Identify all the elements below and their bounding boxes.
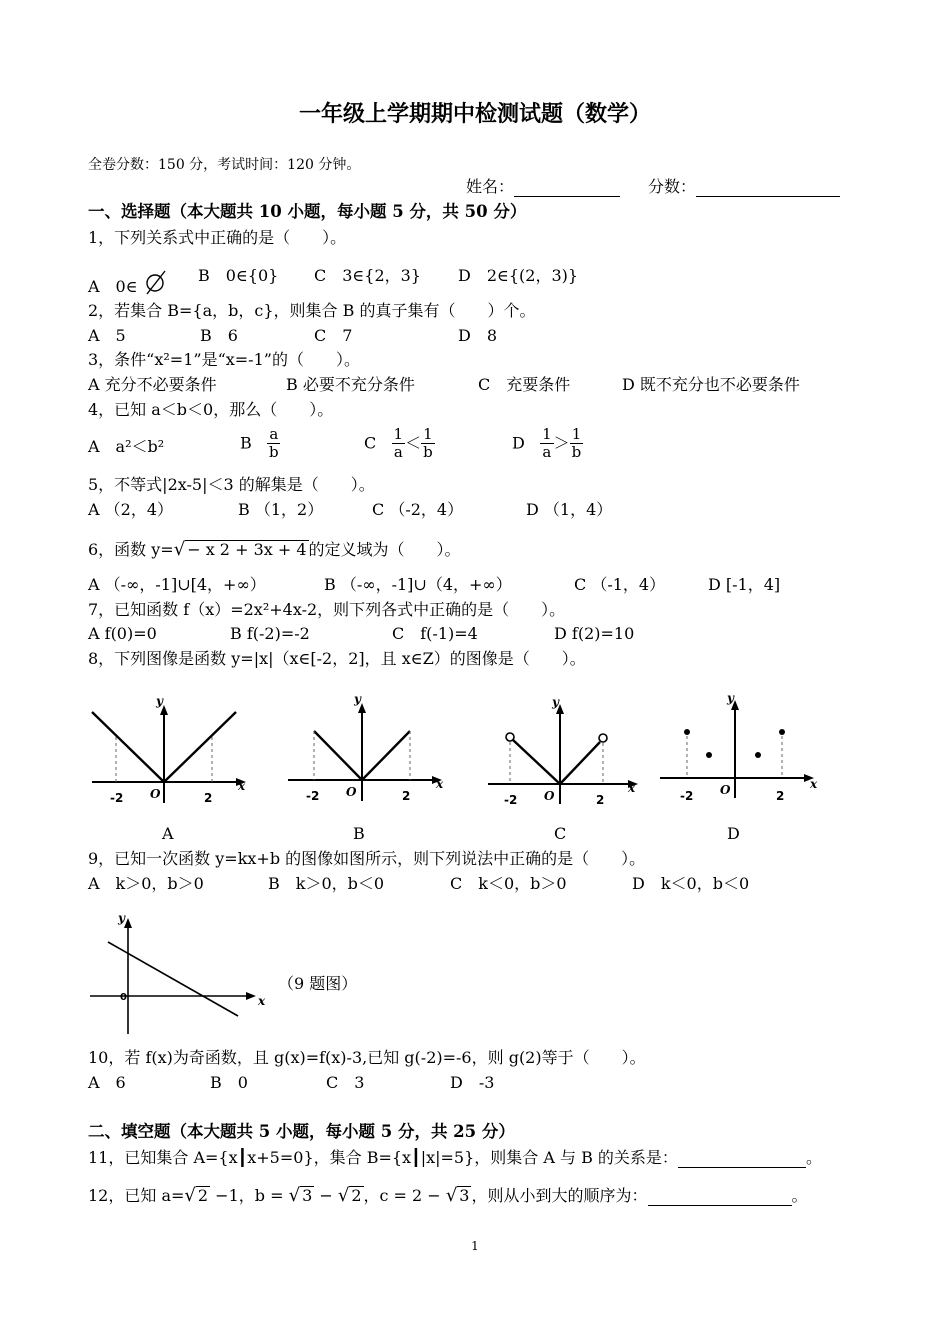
exam-info: 全卷分数：150 分，考试时间：120 分钟。 (88, 157, 361, 173)
open-endpoint (599, 734, 607, 742)
q2-option-c: C 7 (314, 326, 353, 345)
frac-den: b (571, 443, 582, 461)
frac-num: a (269, 425, 279, 443)
q6-option-d: D [-1，4] (708, 575, 781, 594)
origin-label: O (720, 783, 731, 797)
q8-label-b: B (353, 824, 365, 843)
empty-set-icon (143, 270, 169, 296)
name-label: 姓名： (466, 177, 515, 196)
q10-option-d: D -3 (450, 1073, 495, 1092)
radicand: 3 (459, 1186, 470, 1205)
right-branch (560, 742, 600, 784)
axis-label-y: y (727, 691, 734, 705)
origin-label: O (346, 785, 357, 799)
q2-option-d: D 8 (458, 326, 498, 345)
axis-label-x: x (810, 777, 818, 791)
right-branch (362, 731, 410, 780)
sqrt-expression (338, 1186, 364, 1206)
q2-stem: 2，若集合 B={a，b，c}，则集合 B 的真子集有（ ）个。 (88, 301, 536, 320)
q7-option-d: D f(2)=10 (554, 624, 635, 643)
q12-b-mid: − (314, 1186, 338, 1205)
q4-d-frac-right (570, 426, 584, 461)
q4-option-d-letter: D (512, 433, 525, 453)
sqrt-expression (184, 1186, 210, 1206)
q4-option-b-letter: B (240, 433, 252, 453)
q1-stem: 1，下列关系式中正确的是（ ）。 (88, 228, 347, 247)
sqrt-expression (289, 1186, 315, 1206)
q1-option-a (88, 266, 169, 297)
radicand: 2 (351, 1186, 362, 1205)
name-field (466, 177, 620, 197)
q9-option-a: A k＞0，b＞0 (88, 874, 204, 893)
q5-stem: 5，不等式|2x-5|＜3 的解集是（ ）。 (88, 475, 375, 494)
q11-answer-blank[interactable] (678, 1149, 806, 1168)
q6-radicand: − x 2 + 3x + 4 (187, 540, 307, 559)
frac-num: 1 (542, 425, 552, 443)
q1-option-a-text: A 0∈ (88, 277, 138, 296)
sqrt-expression (174, 540, 309, 560)
q5-option-c: C （-2，4） (372, 500, 464, 519)
left-branch (513, 740, 560, 784)
point (755, 752, 761, 758)
q8-graph-a (88, 695, 253, 810)
q1-option-c: C 3∈{2，3} (314, 266, 421, 285)
q4-option-c (364, 426, 435, 461)
left-branch (92, 712, 164, 782)
q1-option-b: B 0∈{0} (198, 266, 279, 285)
q7-stem: 7，已知函数 f（x）=2x²+4x-2，则下列各式中正确的是（ ）。 (88, 600, 566, 619)
open-endpoint (506, 733, 514, 741)
tick-label: 2 (776, 789, 785, 803)
sqrt-icon: √ (288, 1185, 301, 1206)
sqrt-icon: √ (173, 539, 186, 560)
q12-pre: 12，已知 a= (88, 1186, 185, 1205)
score-blank[interactable] (696, 178, 840, 197)
q9-option-b: B k＞0，b＜0 (268, 874, 385, 893)
q12-stem (88, 1186, 808, 1206)
axis-label-y: y (118, 911, 125, 925)
q12-post: ，则从小到大的顺序为： (471, 1186, 648, 1205)
q7-option-b: B f(-2)=-2 (230, 624, 310, 643)
frac-num: 1 (393, 425, 404, 443)
sqrt-icon: √ (337, 1185, 350, 1206)
right-branch (164, 712, 236, 782)
score-label: 分数： (648, 177, 697, 196)
q11-stem (88, 1148, 822, 1168)
q8-label-a: A (162, 824, 174, 843)
q7-option-a: A f(0)=0 (88, 624, 157, 643)
y-arrow-icon (124, 918, 132, 928)
q4-c-frac-right (421, 426, 435, 461)
q6-option-c: C （-1，4） (574, 575, 666, 594)
q4-stem: 4，已知 a＜b＜0，那么（ ）。 (88, 400, 334, 419)
q9-caption: （9 题图） (278, 974, 358, 993)
q8-stem: 8，下列图像是函数 y=|x|（x∈[-2，2]，且 x∈Z）的图像是（ ）。 (88, 649, 586, 668)
q8-graph-d (658, 692, 828, 807)
q10-option-c: C 3 (326, 1073, 365, 1092)
tick-label: -2 (306, 789, 320, 803)
frac-den: a (393, 443, 403, 461)
q9-option-c: C k＜0，b＞0 (450, 874, 567, 893)
tick-label: 2 (596, 793, 605, 807)
q4-option-d (512, 426, 583, 461)
origin-label: O (544, 789, 555, 803)
q10-stem: 10，若 f(x)为奇函数，且 g(x)=f(x)-3,已知 g(-2)=-6，则 g(2)等于（ ）。 (88, 1048, 646, 1067)
q1-option-d: D 2∈{(2，3)} (458, 266, 579, 285)
q11-stem-text: 11，已知集合 A={x┃x+5=0}，集合 B={x┃|x|=5}，则集合 A 与 B 的关系是： (88, 1148, 678, 1167)
q10-option-a: A 6 (88, 1073, 126, 1092)
q2-option-a: A 5 (88, 326, 126, 345)
q12-c-pre: ，c = 2 − (363, 1186, 446, 1205)
q5-option-b: B （1，2） (238, 500, 324, 519)
point (779, 729, 785, 735)
page-title: 一年级上学期期中检测试题（数学） (298, 101, 651, 127)
q11-end: 。 (805, 1148, 822, 1167)
q4-c-frac-left (392, 426, 406, 461)
q7-option-c: C f(-1)=4 (392, 624, 478, 643)
axis-label-y: y (354, 692, 361, 706)
tick-label: -2 (504, 793, 518, 807)
q12-end: 。 (791, 1186, 808, 1205)
section-heading-fill: 二、填空题（本大题共 5 小题，每小题 5 分，共 25 分） (88, 1122, 515, 1141)
origin-label: O (150, 787, 161, 801)
q6-option-a: A （-∞，-1]∪[4，+∞） (88, 575, 266, 594)
sqrt-icon: √ (445, 1185, 458, 1206)
section-heading-choice: 一、选择题（本大题共 10 小题，每小题 5 分，共 50 分） (88, 202, 527, 221)
axis-label-y: y (156, 694, 163, 708)
q8-label-d: D (727, 824, 740, 843)
x-arrow-icon (246, 992, 256, 1000)
q4-d-frac-left (540, 426, 554, 461)
point (706, 752, 712, 758)
page-number: 1 (471, 1239, 479, 1253)
q6-stem-pre: 6，函数 y= (88, 540, 174, 559)
axis-label-x: x (238, 779, 246, 793)
name-blank[interactable] (514, 178, 620, 197)
q6-stem (88, 540, 461, 560)
origin-label: 0 (120, 992, 127, 1003)
q9-stem: 9，已知一次函数 y=kx+b 的图像如图所示，则下列说法中正确的是（ ）。 (88, 849, 646, 868)
q3-option-a: A 充分不必要条件 (88, 375, 217, 394)
q12-answer-blank[interactable] (648, 1187, 792, 1206)
q2-option-b: B 6 (200, 326, 238, 345)
tick-label: -2 (110, 791, 124, 805)
score-field (648, 177, 840, 197)
radicand: 3 (302, 1186, 313, 1205)
q4-option-c-letter: C (364, 433, 377, 453)
greater-than-sign: ＞ (553, 433, 570, 453)
q3-stem: 3，条件“x²=1”是“x=-1”的（ ）。 (88, 350, 360, 369)
axis-label-x: x (436, 777, 444, 791)
frac-den: b (423, 443, 433, 461)
axis-label-x: x (628, 781, 636, 795)
q5-option-d: D （1，4） (526, 500, 613, 519)
q8-graph-c (486, 695, 651, 815)
q8-graph-b (286, 692, 451, 810)
frac-num: 1 (571, 425, 582, 443)
q12-a-tail: −1，b = (210, 1186, 289, 1205)
frac-num: 1 (423, 425, 433, 443)
sqrt-icon: √ (184, 1185, 196, 1206)
q6-option-b: B （-∞，-1]∪（4，+∞） (324, 575, 512, 594)
q3-option-b: B 必要不充分条件 (286, 375, 415, 394)
frac-den: a (542, 443, 552, 461)
q9-option-d: D k＜0，b＜0 (632, 874, 750, 893)
point (684, 729, 690, 735)
left-branch (314, 731, 362, 780)
tick-label: 2 (204, 791, 213, 805)
q4-option-b (240, 426, 281, 461)
tick-label: 2 (402, 789, 411, 803)
q9-graph (88, 912, 273, 1037)
q10-option-b: B 0 (210, 1073, 248, 1092)
q3-option-d: D 既不充分也不必要条件 (622, 375, 800, 394)
tick-label: -2 (680, 789, 694, 803)
radicand: 2 (197, 1186, 209, 1205)
axis-label-y: y (552, 695, 559, 709)
q6-stem-post: 的定义域为（ ）。 (308, 540, 461, 559)
q4-b-fraction (267, 426, 281, 461)
less-than-sign: ＜ (405, 433, 422, 453)
q3-option-c: C 充要条件 (478, 375, 571, 394)
frac-den: b (269, 443, 279, 461)
q4-option-a: A a²＜b² (88, 437, 165, 456)
q8-label-c: C (554, 824, 567, 843)
q5-option-a: A （2，4） (88, 500, 174, 519)
sqrt-expression (446, 1186, 472, 1206)
axis-label-x: x (258, 994, 266, 1008)
